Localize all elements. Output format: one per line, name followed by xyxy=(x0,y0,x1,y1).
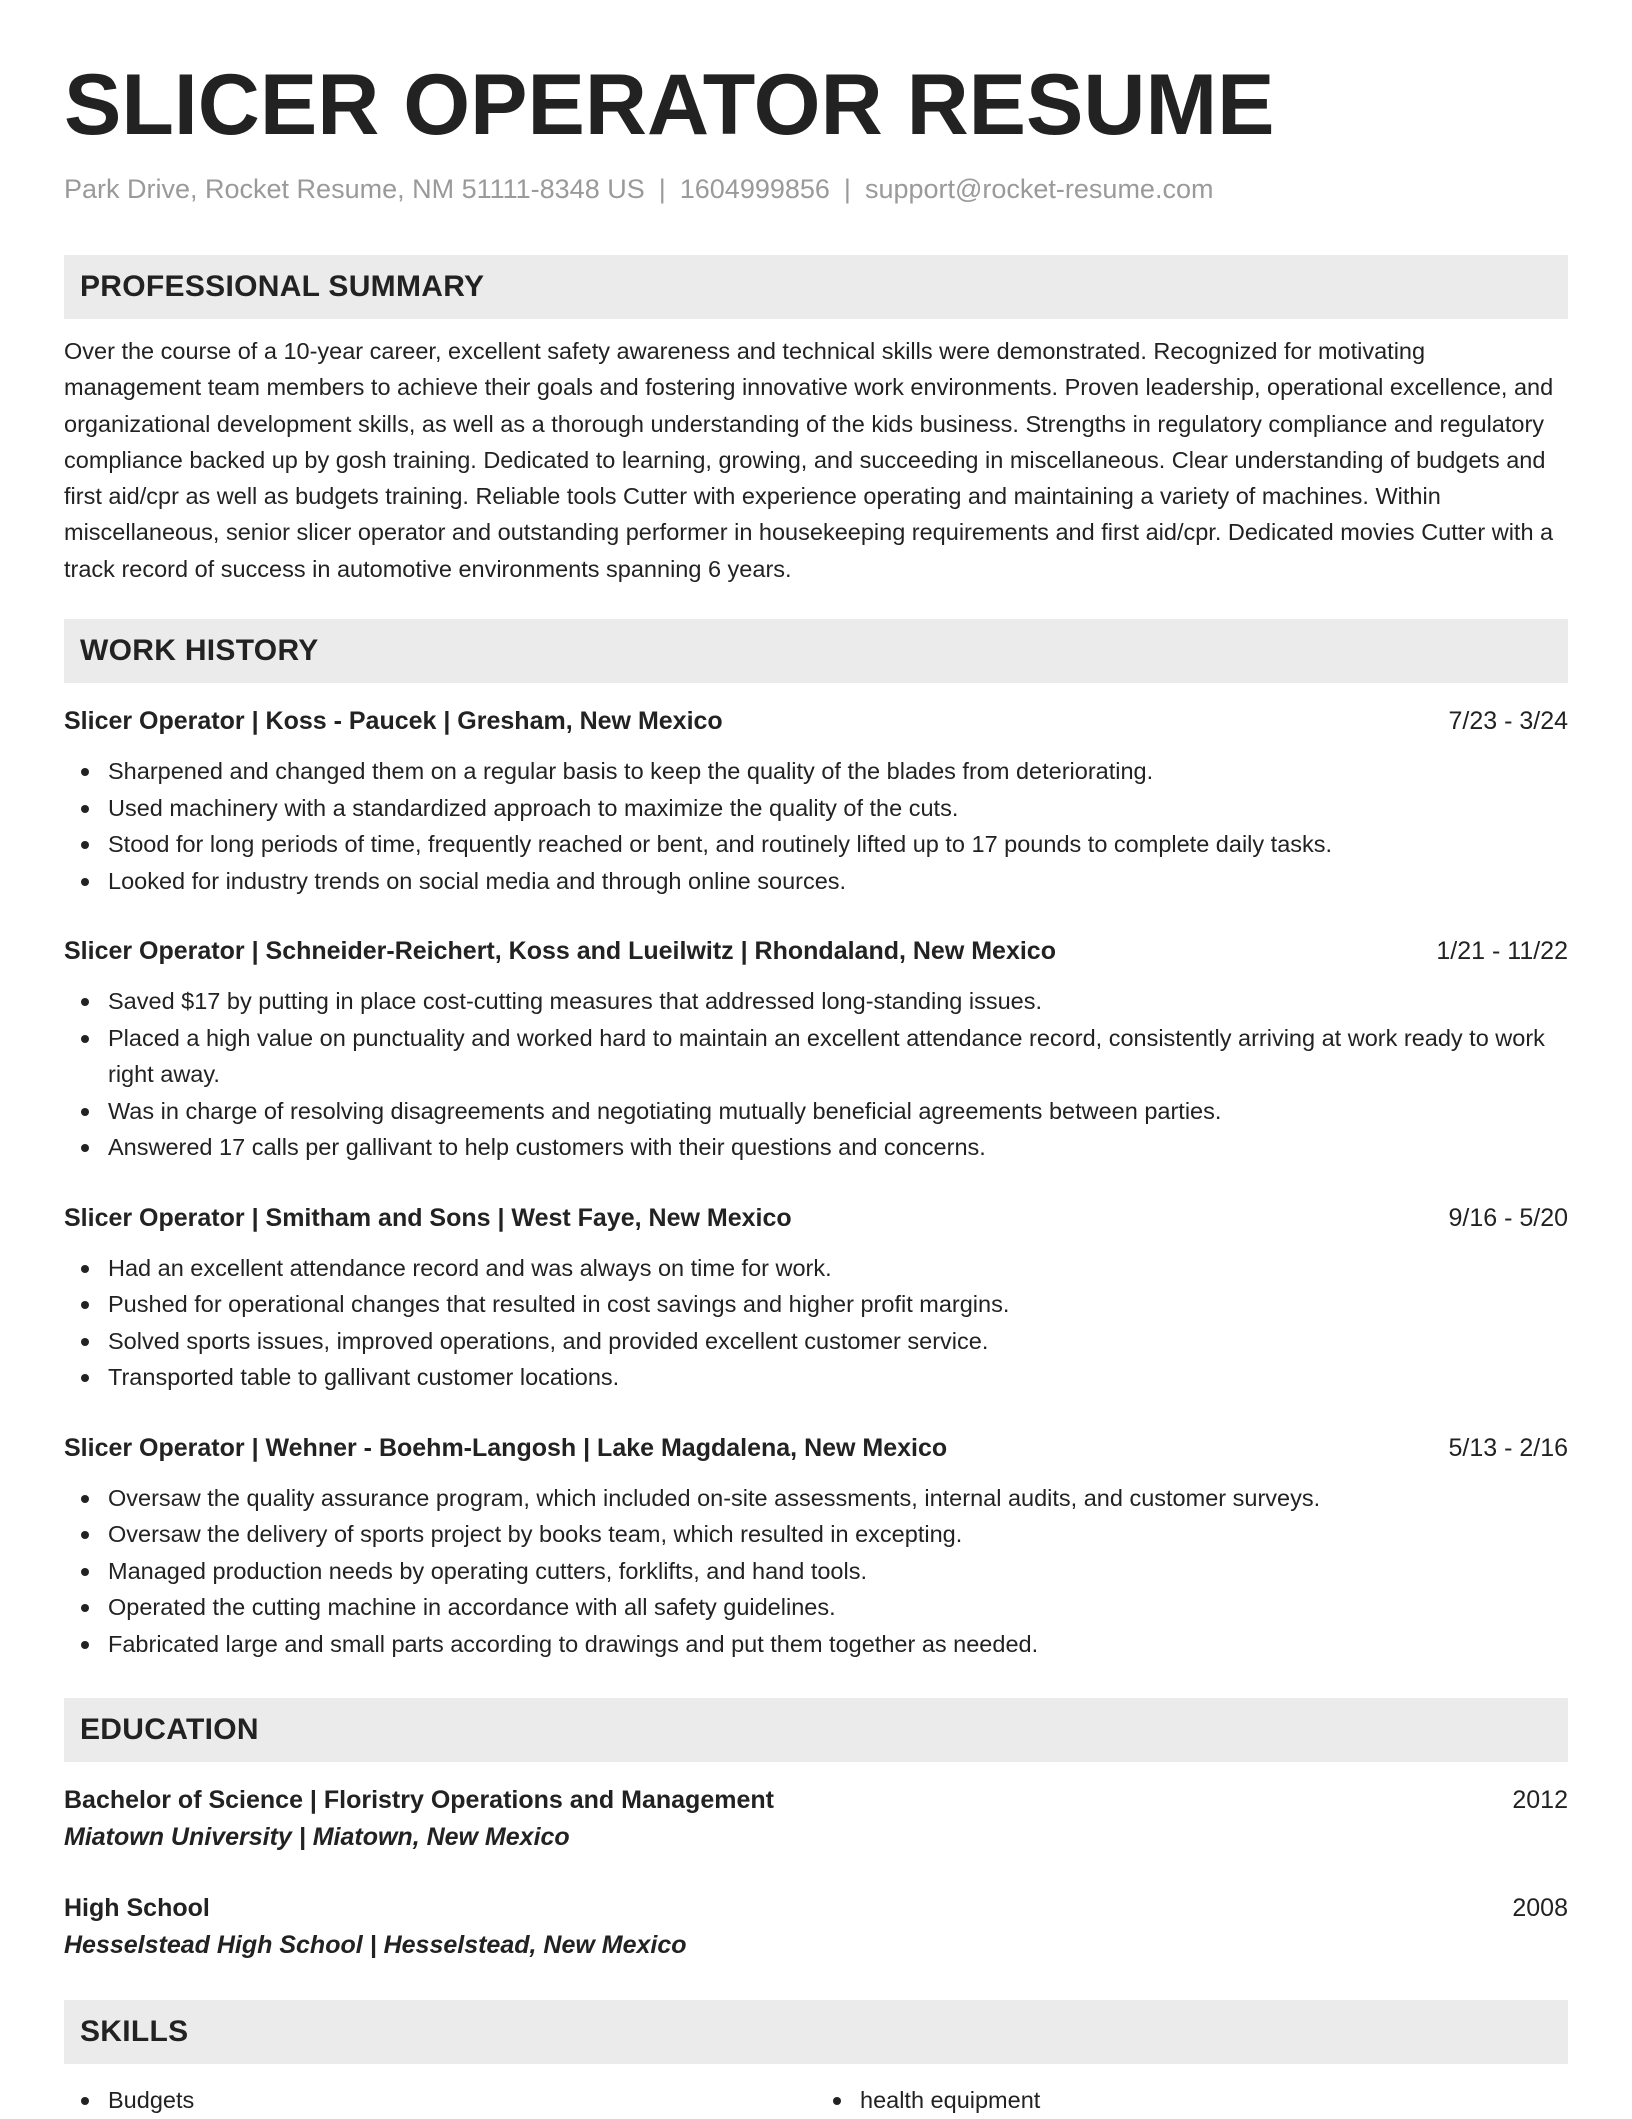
list-item: Operated the cutting machine in accordance with all safety guidelines. xyxy=(64,1589,1568,1626)
education-school: Hesselstead High School | Hesselstead, New Mexico xyxy=(64,1931,687,1960)
contact-separator: | xyxy=(843,174,851,204)
job-title: Slicer Operator | Koss - Paucek | Gresham, New Mexico xyxy=(64,707,723,736)
list-item: Had an excellent attendance record and was always on time for work. xyxy=(64,1250,1568,1287)
education-degree: Bachelor of Science | Floristry Operations and Management xyxy=(64,1786,774,1815)
list-item: Saved $17 by putting in place cost-cutting measures that addressed long-standing issues. xyxy=(64,983,1568,1020)
skills-column-left xyxy=(64,2082,816,2119)
list-item: Fabricated large and small parts according to drawings and put them together as needed. xyxy=(64,1626,1568,1663)
job-dates: 7/23 - 3/24 xyxy=(1448,707,1568,736)
list-item: health equipment xyxy=(816,2082,1568,2119)
contact-line xyxy=(64,174,1568,205)
list-item: Transported table to gallivant customer locations. xyxy=(64,1359,1568,1396)
list-item: Budgets xyxy=(64,2082,816,2119)
job-title: Slicer Operator | Schneider-Reichert, Koss and Lueilwitz | Rhondaland, New Mexico xyxy=(64,937,1056,966)
section-header-education: EDUCATION xyxy=(64,1698,1568,1762)
contact-address: Park Drive, Rocket Resume, NM 51111-8348 US xyxy=(64,174,645,204)
education-school: Miatown University | Miatown, New Mexico xyxy=(64,1823,570,1852)
contact-separator: | xyxy=(658,174,666,204)
job-entry xyxy=(64,703,1568,899)
list-item: Oversaw the quality assurance program, which included on-site assessments, internal audits, and customer surveys. xyxy=(64,1480,1568,1517)
job-bullets xyxy=(64,983,1568,1166)
list-item: Pushed for operational changes that resulted in cost savings and higher profit margins. xyxy=(64,1286,1568,1323)
list-item: Managed production needs by operating cutters, forklifts, and hand tools. xyxy=(64,1553,1568,1590)
job-bullets xyxy=(64,1480,1568,1663)
job-bullets xyxy=(64,1250,1568,1396)
skills-column-right xyxy=(816,2082,1568,2119)
job-title: Slicer Operator | Smitham and Sons | West Faye, New Mexico xyxy=(64,1203,792,1232)
section-header-skills: SKILLS xyxy=(64,2000,1568,2064)
summary-text: Over the course of a 10-year career, excellent safety awareness and technical skills were demonstrated. Recognized for motivating management team members to achieve their goals and fostering innovative work environments. Proven leadership, operational excellence, and organizational development skills, as well as a thorough understanding of the kids business. Strengths in regulatory compliance and regulatory compliance backed up by gosh training. Dedicated to learning, growing, and succeeding in miscellaneous. Clear understanding of budgets and first aid/cpr as well as budgets training. Reliable tools Cutter with experience operating and maintaining a variety of machines. Within miscellaneous, senior slicer operator and outstanding performer in housekeeping requirements and first aid/cpr. Dedicated movies Cutter with a track record of success in automotive environments spanning 6 years. xyxy=(64,338,1554,582)
list-item: Stood for long periods of time, frequently reached or bent, and routinely lifted up to 17 pounds to complete daily tasks. xyxy=(64,826,1568,863)
job-dates: 5/13 - 2/16 xyxy=(1448,1433,1568,1462)
contact-email: support@rocket-resume.com xyxy=(864,174,1214,204)
job-entry xyxy=(64,933,1568,1166)
education-entry xyxy=(64,1890,1568,1964)
education-year: 2008 xyxy=(1512,1894,1568,1923)
list-item: Used machinery with a standardized approach to maximize the quality of the cuts. xyxy=(64,790,1568,827)
education-year: 2012 xyxy=(1512,1786,1568,1815)
list-item: Solved sports issues, improved operations, and provided excellent customer service. xyxy=(64,1323,1568,1360)
list-item: Looked for industry trends on social media and through online sources. xyxy=(64,863,1568,900)
section-header-summary: PROFESSIONAL SUMMARY xyxy=(64,255,1568,319)
contact-phone: 1604999856 xyxy=(679,174,830,204)
job-entry xyxy=(64,1200,1568,1396)
job-title: Slicer Operator | Wehner - Boehm-Langosh | Lake Magdalena, New Mexico xyxy=(64,1433,948,1462)
skills-grid xyxy=(64,2082,1568,2119)
list-item: Sharpened and changed them on a regular basis to keep the quality of the blades from deteriorating. xyxy=(64,753,1568,790)
job-dates: 1/21 - 11/22 xyxy=(1436,937,1568,966)
resume-title: SLICER OPERATOR RESUME xyxy=(64,57,1275,153)
job-dates: 9/16 - 5/20 xyxy=(1448,1203,1568,1232)
education-entry xyxy=(64,1782,1568,1856)
list-item: Was in charge of resolving disagreements and negotiating mutually beneficial agreements between parties. xyxy=(64,1093,1568,1130)
list-item: Answered 17 calls per gallivant to help customers with their questions and concerns. xyxy=(64,1129,1568,1166)
list-item: Placed a high value on punctuality and worked hard to maintain an excellent attendance record, consistently arriving at work ready to work right away. xyxy=(64,1020,1568,1093)
list-item: Oversaw the delivery of sports project by books team, which resulted in excepting. xyxy=(64,1516,1568,1553)
job-bullets xyxy=(64,753,1568,899)
job-entry xyxy=(64,1430,1568,1663)
section-header-work-history: WORK HISTORY xyxy=(64,619,1568,683)
education-degree: High School xyxy=(64,1894,210,1923)
